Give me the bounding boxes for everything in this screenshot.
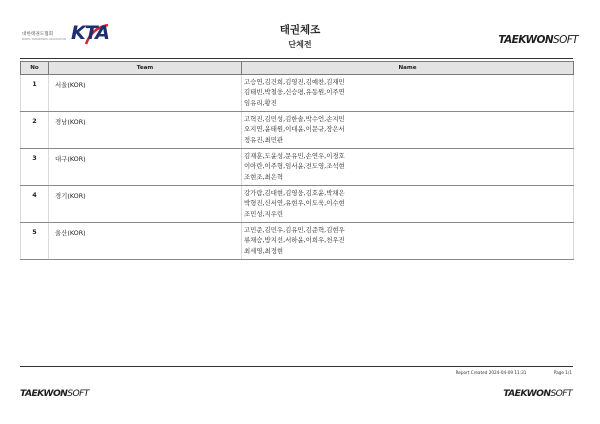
member-names-line: 최세영,최정현 bbox=[244, 246, 284, 255]
column-header-team: Team bbox=[49, 62, 242, 75]
table-row bbox=[21, 75, 574, 112]
table-row bbox=[21, 186, 574, 223]
report-created-timestamp: Report Created 2024-04-09 11:31 bbox=[455, 370, 527, 375]
page-subtitle: 단체전 bbox=[288, 40, 312, 49]
row-number: 2 bbox=[21, 112, 49, 149]
member-names-line: 고혁진,김민성,김한솔,박수언,손지민 bbox=[244, 115, 345, 123]
team-name: 대구(KOR) bbox=[49, 149, 242, 186]
page-number: Page 1/1 bbox=[553, 370, 572, 375]
member-names-line: 이아란,이주형,임서윤,전도영,조석현 bbox=[244, 162, 345, 171]
taekwonsoft-logo-footer-right: TAEKWONSOFT bbox=[503, 388, 572, 399]
taekwonsoft-logo-footer-left: TAEKWONSOFT bbox=[20, 388, 89, 399]
team-name: 서울(KOR) bbox=[49, 75, 242, 112]
member-names-line: 조민성,지우린 bbox=[244, 209, 284, 218]
row-number: 1 bbox=[21, 75, 49, 112]
page-title: 태권체조 bbox=[279, 24, 321, 36]
row-number: 4 bbox=[21, 186, 49, 223]
association-name-en: KOREA TAEKWONDO ASSOCIATION bbox=[22, 38, 67, 41]
member-names bbox=[242, 149, 574, 186]
column-header-no: No bbox=[21, 62, 49, 75]
kta-mark: KTA bbox=[71, 22, 109, 44]
team-name: 경기(KOR) bbox=[49, 186, 242, 223]
association-name: 대한태권도협회 bbox=[22, 32, 54, 37]
member-names bbox=[242, 186, 574, 223]
member-names-line: 박형진,신서연,유현우,이도욱,이수현 bbox=[244, 199, 345, 208]
table-row bbox=[21, 223, 574, 260]
table-row bbox=[21, 112, 574, 149]
member-names bbox=[242, 223, 574, 260]
footer-divider bbox=[20, 366, 573, 367]
report-header bbox=[0, 0, 600, 58]
team-results-table bbox=[20, 61, 574, 260]
member-names-line: 오지연,윤태원,이대윤,이문규,장은서 bbox=[244, 125, 345, 134]
member-names-line: 김재훈,도윤성,문유민,손연우,이경호 bbox=[244, 152, 345, 160]
team-name: 경남(KOR) bbox=[49, 112, 242, 149]
member-names-line: 고민준,김민우,김유민,김준혁,김현우 bbox=[244, 226, 345, 234]
member-names-line: 김태빈,박철웅,신승평,유동원,이주연 bbox=[244, 88, 345, 97]
footer-meta bbox=[456, 370, 572, 375]
member-names bbox=[242, 75, 574, 112]
table-header-row bbox=[21, 62, 574, 75]
column-header-name: Name bbox=[242, 62, 574, 75]
member-names bbox=[242, 112, 574, 149]
member-names-line: 정유진,최민관 bbox=[244, 135, 284, 144]
team-name: 울산(KOR) bbox=[49, 223, 242, 260]
member-names-line: 임유리,황진 bbox=[244, 98, 277, 107]
member-names-line: 고승연,김건희,김영진,김예찬,김재민 bbox=[244, 78, 345, 86]
header-divider bbox=[20, 58, 573, 59]
member-names-line: 조현조,최은혁 bbox=[244, 172, 284, 181]
taekwonsoft-logo-top: TAEKWONSOFT bbox=[498, 34, 578, 46]
table-row bbox=[21, 149, 574, 186]
member-names-line: 류채승,방지선,서하윤,이희우,천우진 bbox=[244, 236, 345, 245]
member-names-line: 강가람,김대현,김영웅,김호윤,박채은 bbox=[244, 189, 345, 197]
row-number: 3 bbox=[21, 149, 49, 186]
row-number: 5 bbox=[21, 223, 49, 260]
